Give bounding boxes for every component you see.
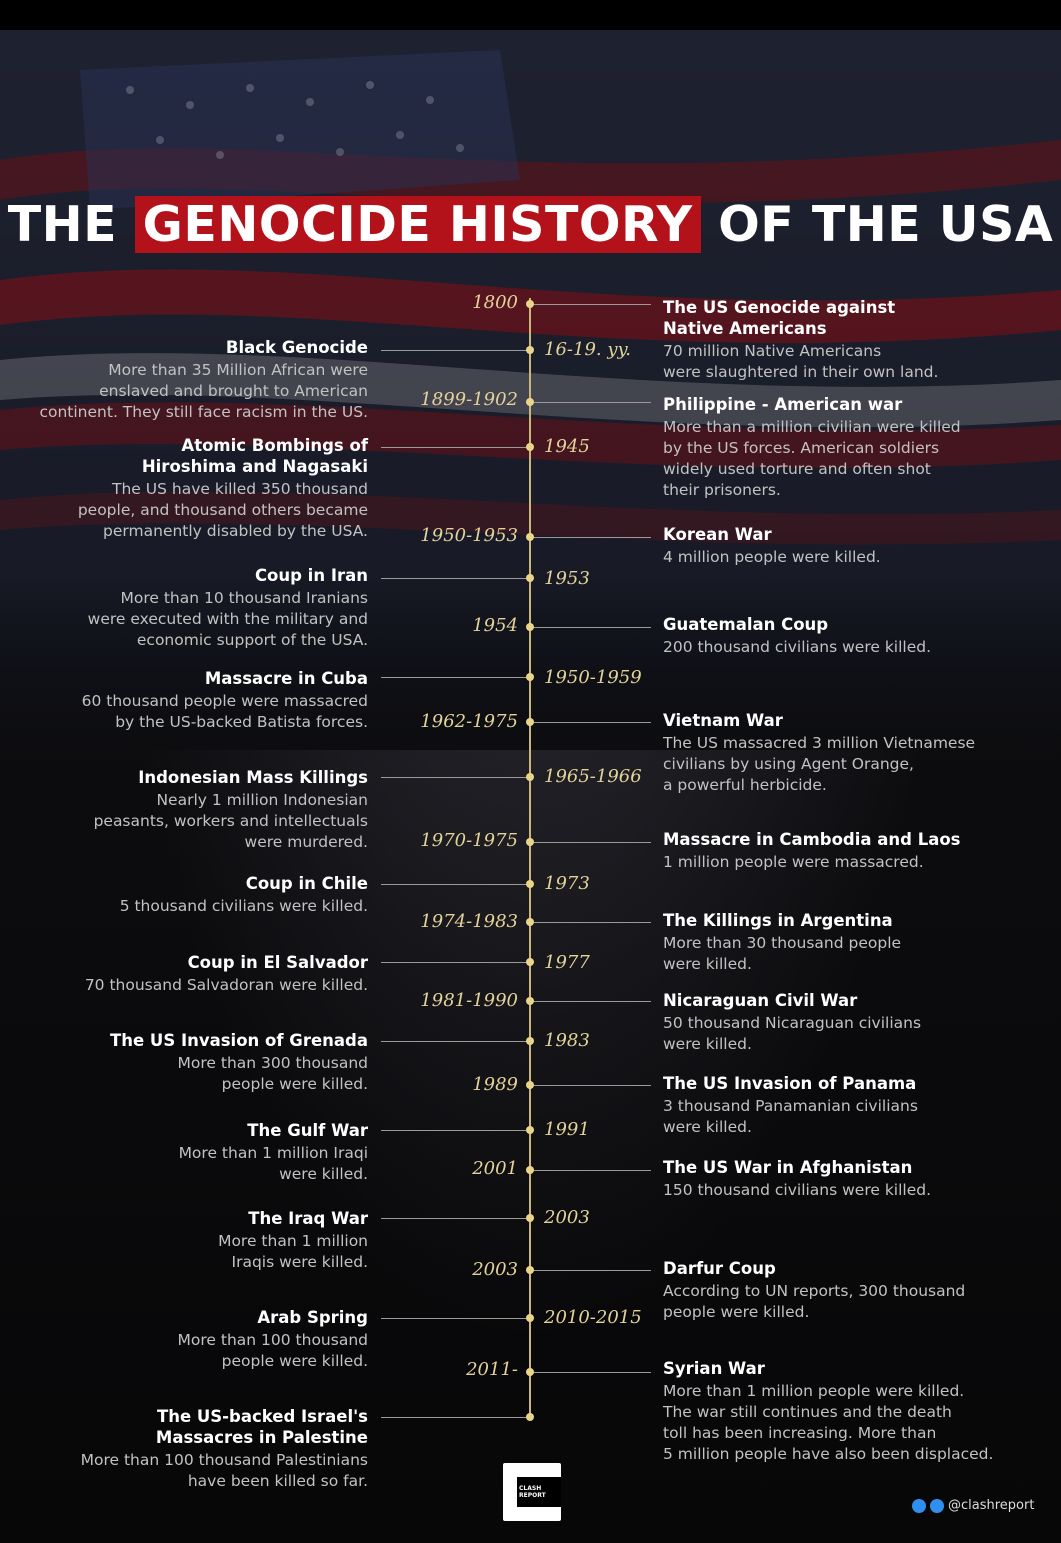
event-title: Coup in Iran	[254, 566, 368, 585]
event-title: The US-backed Israel's Massacres in Palestine	[155, 1407, 368, 1447]
right-event	[663, 710, 975, 796]
right-event	[663, 990, 921, 1055]
event-description: More than 1 million Iraqi were killed.	[178, 1144, 368, 1183]
left-event	[178, 1307, 368, 1372]
timeline-dot	[526, 773, 534, 781]
timeline-dot	[526, 1126, 534, 1134]
right-event	[663, 394, 961, 501]
timeline-dot	[526, 718, 534, 726]
connector-line	[533, 842, 651, 843]
timeline-dot	[526, 574, 534, 582]
event-description: 150 thousand civilians were killed.	[663, 1181, 932, 1199]
right-event	[663, 1258, 965, 1323]
title-part-1: THE	[7, 196, 135, 253]
year-label: 1977	[544, 952, 590, 973]
year-label: 2003	[472, 1259, 518, 1280]
year-label: 1800	[472, 292, 518, 313]
timeline-dot	[526, 1037, 534, 1045]
left-event	[179, 1120, 368, 1185]
event-title: Darfur Coup	[663, 1259, 776, 1278]
connector-line	[533, 304, 651, 305]
event-title: Coup in El Salvador	[187, 953, 368, 972]
year-label: 1945	[544, 436, 590, 457]
connector-line	[533, 922, 651, 923]
right-event	[663, 614, 931, 658]
year-label: 1954	[472, 615, 518, 636]
event-description: The US have killed 350 thousand people, and thousand others became permanently disabled by the USA.	[77, 480, 368, 540]
event-description: 4 million people were killed.	[663, 548, 881, 566]
right-event	[663, 910, 901, 975]
timeline-dot	[526, 1081, 534, 1089]
page-title	[0, 196, 1061, 253]
connector-line	[381, 884, 527, 885]
event-title: Korean War	[663, 525, 772, 544]
event-title: Syrian War	[663, 1359, 765, 1378]
connector-line	[533, 722, 651, 723]
connector-line	[381, 1218, 527, 1219]
event-title: Nicaraguan Civil War	[663, 991, 858, 1010]
timeline-dot	[526, 838, 534, 846]
connector-line	[533, 1001, 651, 1002]
connector-line	[533, 1170, 651, 1171]
connector-line	[381, 1041, 527, 1042]
left-event	[81, 1406, 368, 1492]
timeline-dot	[526, 623, 534, 631]
logo-text: CLASH REPORT	[519, 1485, 546, 1499]
connector-line	[381, 350, 527, 351]
handle-text: @clashreport	[948, 1498, 1035, 1513]
connector-line	[381, 962, 527, 963]
connector-line	[381, 578, 527, 579]
event-description: More than 100 thousand people were killed.	[177, 1331, 368, 1370]
year-label: 1989	[472, 1074, 518, 1095]
event-description: 200 thousand civilians were killed.	[663, 638, 932, 656]
connector-line	[533, 1372, 651, 1373]
title-highlight: GENOCIDE HISTORY	[135, 196, 701, 253]
event-title: The US Invasion of Grenada	[110, 1031, 368, 1050]
timeline-dot	[526, 443, 534, 451]
connector-line	[533, 537, 651, 538]
right-event	[663, 1157, 931, 1201]
year-label: 2003	[544, 1207, 590, 1228]
year-label: 1950-1953	[420, 525, 518, 546]
timeline-dot	[526, 398, 534, 406]
event-description: More than 300 thousand people were killed.	[177, 1054, 368, 1093]
year-label: 1965-1966	[544, 766, 642, 787]
timeline-dot	[526, 918, 534, 926]
event-title: Vietnam War	[663, 711, 783, 730]
connector-line	[381, 677, 527, 678]
year-label: 2010-2015	[544, 1307, 642, 1328]
event-description: 50 thousand Nicaraguan civilians were killed.	[663, 1014, 922, 1053]
event-title: The US War in Afghanistan	[663, 1158, 913, 1177]
clash-report-logo	[503, 1463, 561, 1521]
year-label: 1970-1975	[420, 830, 518, 851]
year-label: 16-19. yy.	[544, 339, 632, 360]
event-description: More than 1 million people were killed. The war still continues and the death toll has been increasing. More than 5 million people have also been displaced.	[663, 1382, 994, 1463]
timeline-dot	[526, 300, 534, 308]
event-description: More than 10 thousand Iranians were executed with the military and economic support of the USA.	[87, 589, 368, 649]
title-part-2: OF THE USA	[700, 196, 1054, 253]
year-label: 1899-1902	[420, 389, 518, 410]
timeline-dot	[526, 1368, 534, 1376]
event-description: More than 35 Million African were enslaved and brought to American continent. They still face racism in the US.	[39, 361, 368, 421]
event-title: Massacre in Cambodia and Laos	[663, 830, 961, 849]
right-event	[663, 524, 881, 568]
event-description: More than a million civilian were killed by the US forces. American soldiers widely used torture and often shot their prisoners.	[663, 418, 961, 499]
connector-line	[381, 447, 527, 448]
left-event	[78, 435, 368, 542]
timeline-dot	[526, 1314, 534, 1322]
right-event	[663, 1358, 993, 1465]
event-description: According to UN reports, 300 thousand people were killed.	[663, 1282, 966, 1321]
event-title: Guatemalan Coup	[663, 615, 829, 634]
timeline-dot	[526, 1266, 534, 1274]
social-handle	[912, 1498, 1034, 1513]
telegram-icon	[912, 1499, 926, 1513]
event-description: More than 100 thousand Palestinians have been killed so far.	[80, 1451, 368, 1490]
connector-line	[533, 1085, 651, 1086]
connector-line	[533, 1270, 651, 1271]
year-label: 1974-1983	[420, 911, 518, 932]
year-label: 1953	[544, 568, 590, 589]
connector-line	[533, 627, 651, 628]
event-description: More than 1 million Iraqis were killed.	[218, 1232, 368, 1271]
event-title: Arab Spring	[257, 1308, 368, 1327]
year-label: 1950-1959	[544, 667, 642, 688]
event-description: 3 thousand Panamanian civilians were killed.	[663, 1097, 918, 1136]
timeline-axis	[529, 298, 531, 1420]
connector-line	[533, 402, 651, 403]
left-event	[88, 565, 368, 651]
event-description: 70 million Native Americans were slaughtered in their own land.	[663, 342, 939, 381]
event-description: Nearly 1 million Indonesian peasants, workers and intellectuals were murdered.	[93, 791, 368, 851]
timeline-dot	[526, 346, 534, 354]
event-description: More than 30 thousand people were killed.	[663, 934, 902, 973]
year-label: 1981-1990	[420, 990, 518, 1011]
year-label: 1962-1975	[420, 711, 518, 732]
timeline-dot	[526, 533, 534, 541]
connector-line	[381, 1318, 527, 1319]
connector-line	[381, 1130, 527, 1131]
event-description: 70 thousand Salvadoran were killed.	[84, 976, 368, 994]
year-label: 2001	[472, 1158, 518, 1179]
year-label: 1983	[544, 1030, 590, 1051]
event-title: The US Invasion of Panama	[663, 1074, 917, 1093]
left-event	[82, 668, 368, 733]
event-title: Atomic Bombings of Hiroshima and Nagasaki	[141, 436, 368, 476]
event-title: Indonesian Mass Killings	[138, 768, 368, 787]
event-title: The US Genocide against Native Americans	[663, 298, 896, 338]
right-event	[663, 1073, 918, 1138]
year-label: 2011-	[466, 1359, 518, 1380]
event-title: Massacre in Cuba	[204, 669, 368, 688]
left-event	[218, 1208, 368, 1273]
event-title: The Killings in Argentina	[663, 911, 893, 930]
connector-line	[381, 1417, 527, 1418]
left-event	[110, 1030, 368, 1095]
timeline-dot	[526, 1214, 534, 1222]
event-description: 5 thousand civilians were killed.	[119, 897, 368, 915]
timeline-dot	[526, 673, 534, 681]
event-title: Philippine - American war	[663, 395, 903, 414]
event-description: 60 thousand people were massacred by the US-backed Batista forces.	[81, 692, 368, 731]
left-event	[94, 767, 368, 853]
event-description: 1 million people were massacred.	[663, 853, 924, 871]
event-title: The Iraq War	[248, 1209, 368, 1228]
left-event	[85, 952, 368, 996]
event-title: Coup in Chile	[245, 874, 368, 893]
top-black-band	[0, 0, 1061, 30]
twitter-icon	[930, 1499, 944, 1513]
connector-line	[381, 777, 527, 778]
timeline-dot	[526, 1413, 534, 1421]
right-event	[663, 829, 961, 873]
year-label: 1991	[544, 1119, 590, 1140]
event-description: The US massacred 3 million Vietnamese civilians by using Agent Orange, a powerful herbicide.	[663, 734, 976, 794]
timeline-dot	[526, 958, 534, 966]
left-event	[39, 337, 368, 423]
right-event	[663, 297, 938, 383]
timeline-dot	[526, 997, 534, 1005]
event-title: Black Genocide	[225, 338, 368, 357]
year-label: 1973	[544, 873, 590, 894]
timeline-dot	[526, 1166, 534, 1174]
timeline-dot	[526, 880, 534, 888]
left-event	[120, 873, 368, 917]
event-title: The Gulf War	[247, 1121, 368, 1140]
